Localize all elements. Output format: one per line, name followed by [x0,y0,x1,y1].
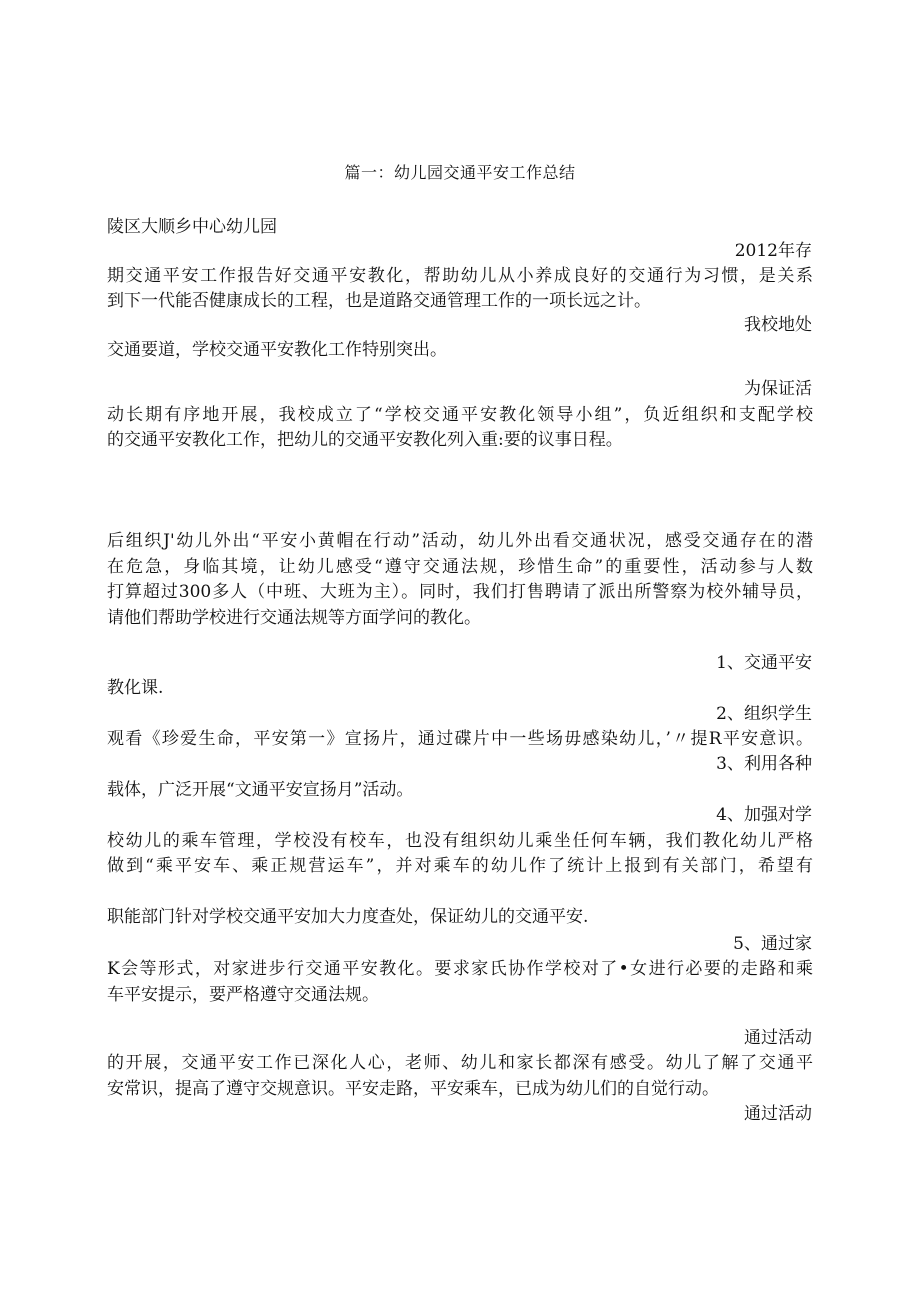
list-item-line: 观看《珍爱生命，平安第一》宣扬片，通过碟片中一些场毋感染幼儿，’〃提R平安意识。 [107,729,813,749]
list-item-line: 车平安提示，要严格遵守交通法规。 [107,985,379,1005]
list-item-line: 教化课. [107,678,164,698]
paragraph-line: 到下一代能否健康成长的工程，也是道路交通管理工作的一项长远之计。 [107,291,651,311]
paragraph-line: 安常识，提高了遵守交规意识。平安走路，平安乘车，已成为幼儿们的自觉行动。 [107,1079,719,1099]
school-name: 陵区大顺乡中心幼儿园 [107,217,277,237]
list-item-line: 载体，广泛开展“文通平安宣扬月”活动。 [107,780,414,800]
paragraph-line: 打算超过300多人（中班、大班为主）。同时，我们打售聘请了派出所警察为校外辅导员， [107,582,813,602]
paragraph-lead: 2012年存 [734,241,812,261]
list-item-line: 校幼儿的乘车管理，学校没有校车，也没有组织幼儿乘坐任何车辆，我们教化幼儿严格 [107,831,813,851]
paragraph-lead: 通过活动 [744,1028,812,1048]
list-item-line: 职能部门针对学校交通平安加大力度查处，保证幼儿的交通平安. [107,907,589,927]
paragraph-line: 后组织J'幼儿外出“平安小黄帽在行动”活动，幼儿外出看交通状况，感受交通存在的潜 [107,531,813,551]
page-title: 篇一：幼儿园交通平安工作总结 [344,163,576,182]
paragraph-lead: 为保证活 [744,379,812,399]
paragraph-line: 动长期有序地开展，我校成立了“学校交通平安教化领导小组”，负近组织和支配学校 [107,405,813,425]
list-item-lead: 4、加强对学 [716,805,812,825]
list-item-lead: 5、通过家 [733,934,812,954]
paragraph-line: 在危急，身临其境，让幼儿感受“遵守交通法规，珍惜生命”的重要性，活动参与人数 [107,557,813,577]
paragraph-line: 交通要道，学校交通平安教化工作特别突出。 [107,340,447,360]
paragraph-line: 期交通平安工作报告好交通平安教化，帮助幼儿从小养成良好的交通行为习惯，是关系 [107,266,813,286]
list-item-line: 做到“乘平安车、乘正规营运车”，并对乘车的幼儿作了统计上报到有关部门，希望有 [107,856,813,876]
paragraph-lead: 我校地处 [744,315,812,335]
paragraph-line: 的开展，交通平安工作已深化人心，老师、幼儿和家长都深有感受。幼儿了解了交通平 [107,1053,813,1073]
list-item-lead: 1、交通平安 [716,653,812,673]
list-item-lead: 2、组织学生 [716,704,812,724]
list-item-line: K会等形式，对家进步行交通平安教化。要求家氏协作学校对了•女进行必要的走路和乘 [107,959,813,979]
list-item-lead: 3、利用各种 [716,754,812,774]
paragraph-lead: 通过活动 [744,1104,812,1124]
paragraph-line: 的交通平安教化工作，把幼儿的交通平安教化列入重:要的议事日程。 [107,430,623,450]
paragraph-line: 请他们帮助学校进行交通法规等方面学问的教化。 [107,608,481,628]
